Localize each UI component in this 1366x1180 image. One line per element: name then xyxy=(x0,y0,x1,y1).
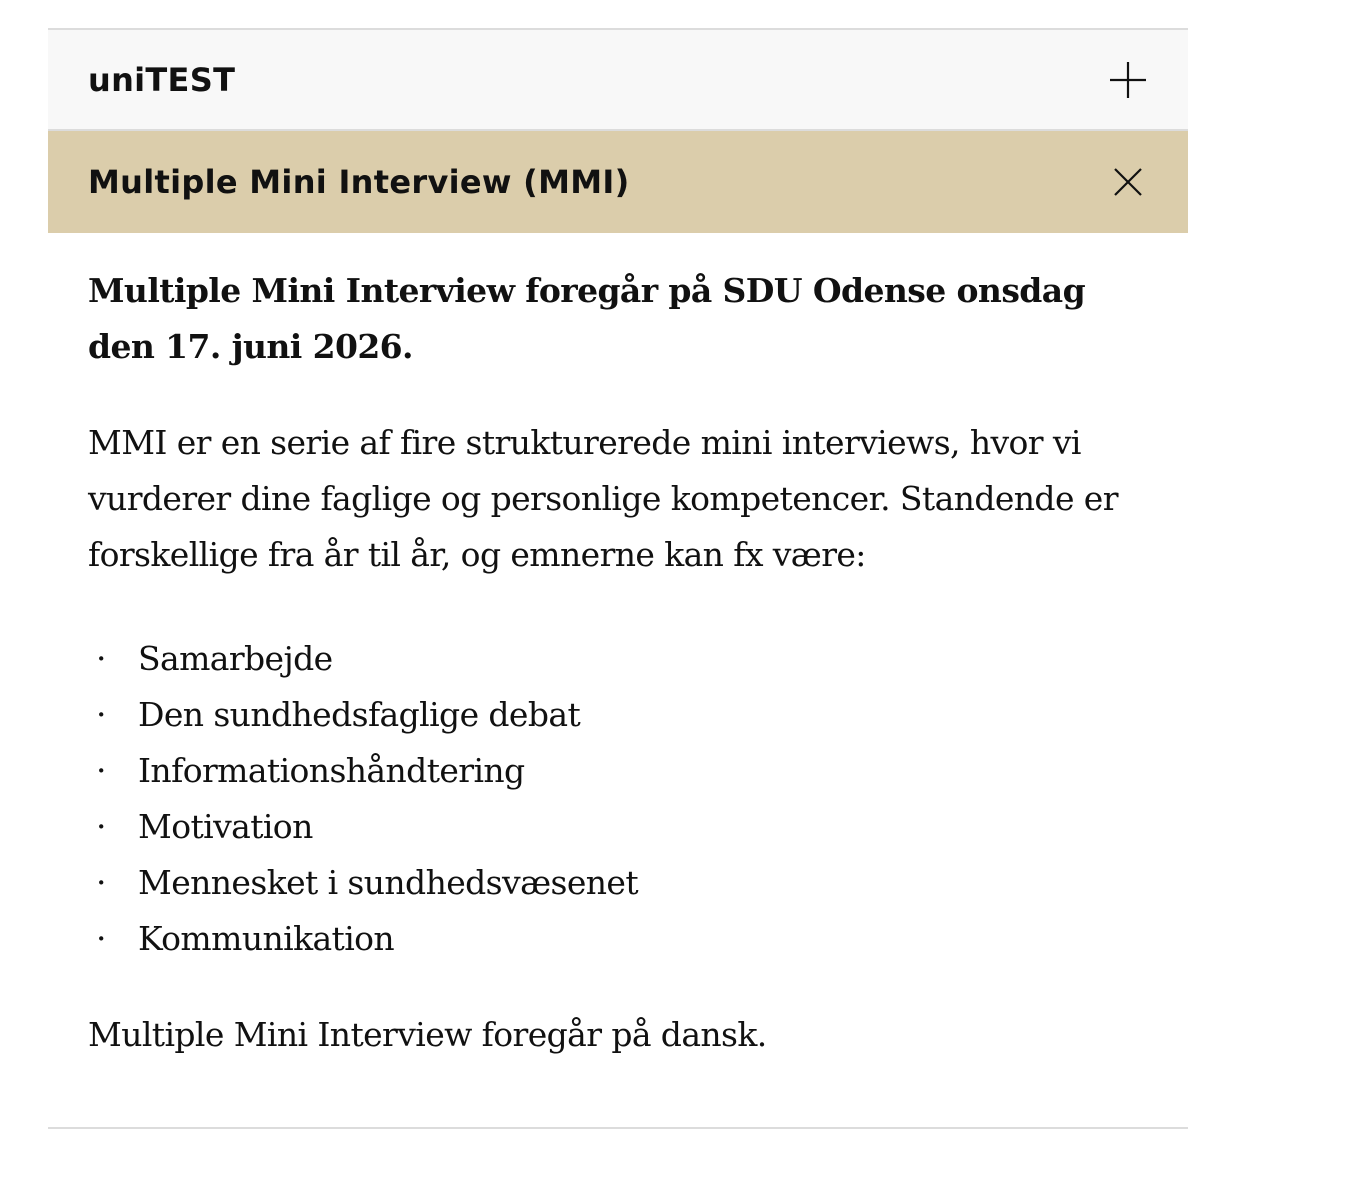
topic-list xyxy=(88,631,1148,967)
close-icon[interactable] xyxy=(1108,162,1148,202)
accordion xyxy=(48,28,1188,1129)
list-item xyxy=(88,855,1148,911)
bullet-icon: · xyxy=(96,695,106,734)
list-item xyxy=(88,799,1148,855)
bullet-icon: · xyxy=(96,863,106,902)
list-item xyxy=(88,911,1148,967)
bullet-icon: · xyxy=(96,919,106,958)
accordion-title: uniTEST xyxy=(88,60,236,99)
bullet-icon: · xyxy=(96,639,106,678)
intro-paragraph: MMI er en serie af fire strukturerede mini interviews, hvor vi vurderer dine faglige og personlige kompetencer. Standende er forskellige fra år til år, og emnerne kan fx være: xyxy=(88,423,1118,574)
closing-paragraph: Multiple Mini Interview foregår på dansk. xyxy=(88,1015,767,1054)
accordion-header-unitest[interactable] xyxy=(48,28,1188,131)
list-item xyxy=(88,743,1148,799)
accordion-panel-mmi xyxy=(48,233,1188,1129)
accordion-title: Multiple Mini Interview (MMI) xyxy=(88,163,630,201)
bullet-icon: · xyxy=(96,807,106,846)
topic-label: Den sundhedsfaglige debat xyxy=(138,695,581,734)
topic-label: Mennesket i sundhedsvæsenet xyxy=(138,863,638,902)
plus-icon[interactable] xyxy=(1108,60,1148,100)
topic-label: Informationshåndtering xyxy=(138,751,525,790)
topic-label: Motivation xyxy=(138,807,313,846)
list-item xyxy=(88,631,1148,687)
topic-label: Kommunikation xyxy=(138,919,395,958)
accordion-header-mmi[interactable] xyxy=(48,131,1188,233)
list-item xyxy=(88,687,1148,743)
bullet-icon: · xyxy=(96,751,106,790)
topic-label: Samarbejde xyxy=(138,639,333,678)
lead-paragraph: Multiple Mini Interview foregår på SDU Odense onsdag den 17. juni 2026. xyxy=(88,271,1086,366)
